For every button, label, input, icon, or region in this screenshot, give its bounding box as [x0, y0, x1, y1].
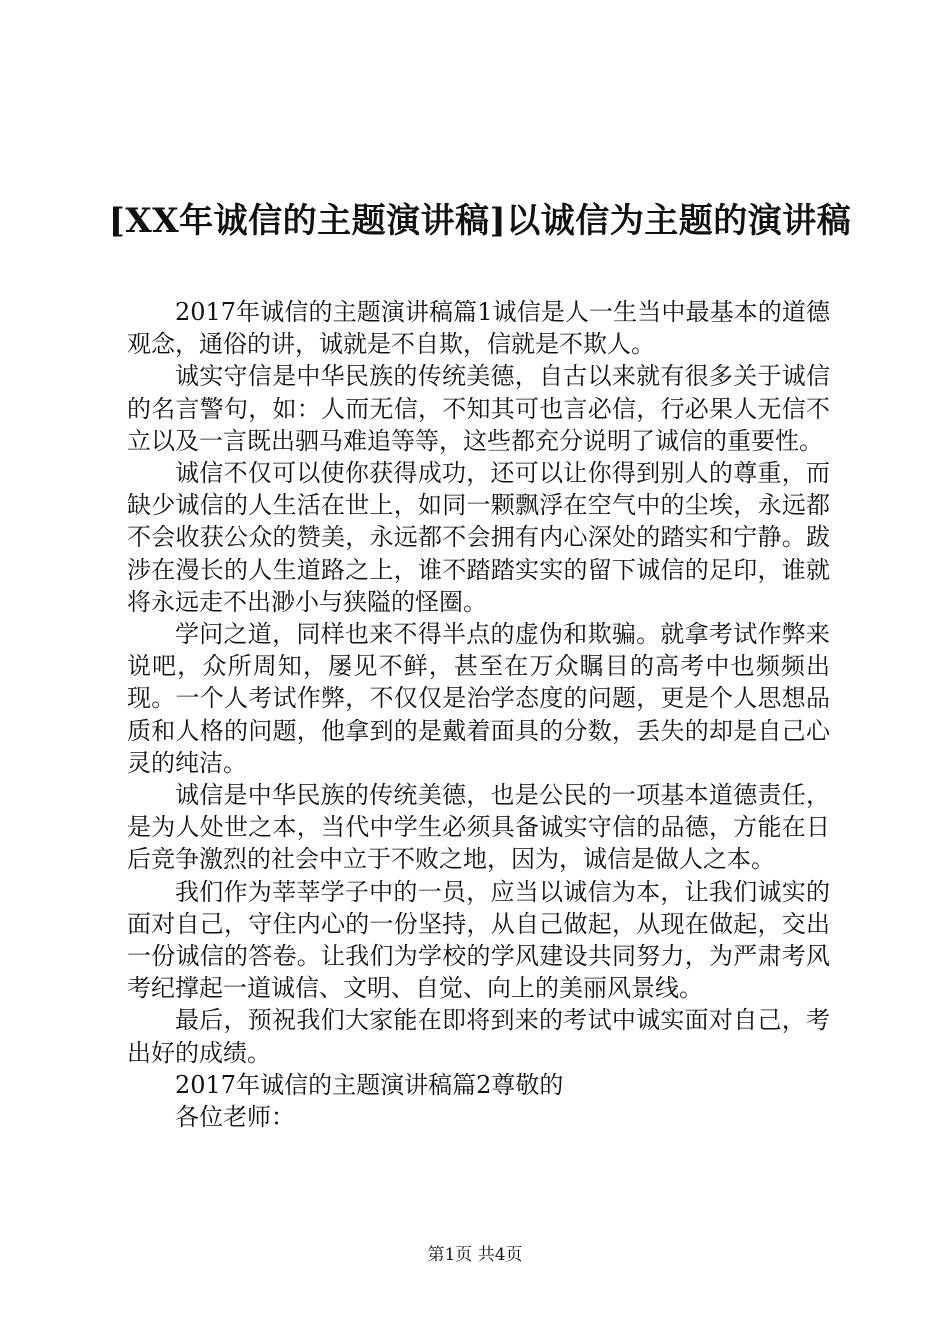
paragraph: 我们作为莘莘学子中的一员，应当以诚信为本，让我们诚实的面对自己，守住内心的一份坚持，从自己做起，从现在做起，交出一份诚信的答卷。让我们为学校的学风建设共同努力，为严肃考风考纪撑起一道诚信、文明、自觉、向上的美丽风景线。 [127, 877, 830, 1003]
paragraph: 诚实守信是中华民族的传统美德，自古以来就有很多关于诚信的名言警句，如：人而无信，不知其可也言必信，行必果人无信不立以及一言既出驷马难追等等，这些都充分说明了诚信的重要性。 [127, 362, 830, 455]
paragraph: 2017年诚信的主题演讲稿篇1诚信是人一生当中最基本的道德观念，通俗的讲，诚就是不自欺，信就是不欺人。 [127, 298, 830, 359]
paragraph: 2017年诚信的主题演讲稿篇2尊敬的 [175, 1070, 564, 1099]
page-footer: 第1页 共4页 [427, 1245, 523, 1265]
paragraph: 各位老师： [175, 1103, 295, 1132]
paragraph: 诚信不仅可以使你获得成功，还可以让你得到别人的尊重，而缺少诚信的人生活在世上，如同一颗飘浮在空气中的尘埃，永远都不会收获公众的赞美，永远都不会拥有内心深处的踏实和宁静。跋涉在漫长的人生道路之上，谁不踏踏实实的留下诚信的足印，谁就将永远走不出渺小与狭隘的怪圈。 [127, 459, 830, 616]
paragraph: 学问之道，同样也来不得半点的虚伪和欺骗。就拿考试作弊来说吧，众所周知，屡见不鲜，甚至在万众瞩目的高考中也频频出现。一个人考试作弊，不仅仅是治学态度的问题，更是个人思想品质和人格的问题，他拿到的是戴着面具的分数，丢失的却是自己心灵的纯洁。 [127, 620, 830, 777]
document-body [127, 296, 830, 1133]
document-title: [XX年诚信的主题演讲稿]以诚信为主题的演讲稿 [108, 201, 852, 241]
paragraph: 诚信是中华民族的传统美德，也是公民的一项基本道德责任，是为人处世之本，当代中学生必须具备诚实守信的品德，方能在日后竞争激烈的社会中立于不败之地，因为，诚信是做人之本。 [127, 781, 830, 874]
paragraph: 最后，预祝我们大家能在即将到来的考试中诚实面对自己，考出好的成绩。 [127, 1006, 830, 1067]
